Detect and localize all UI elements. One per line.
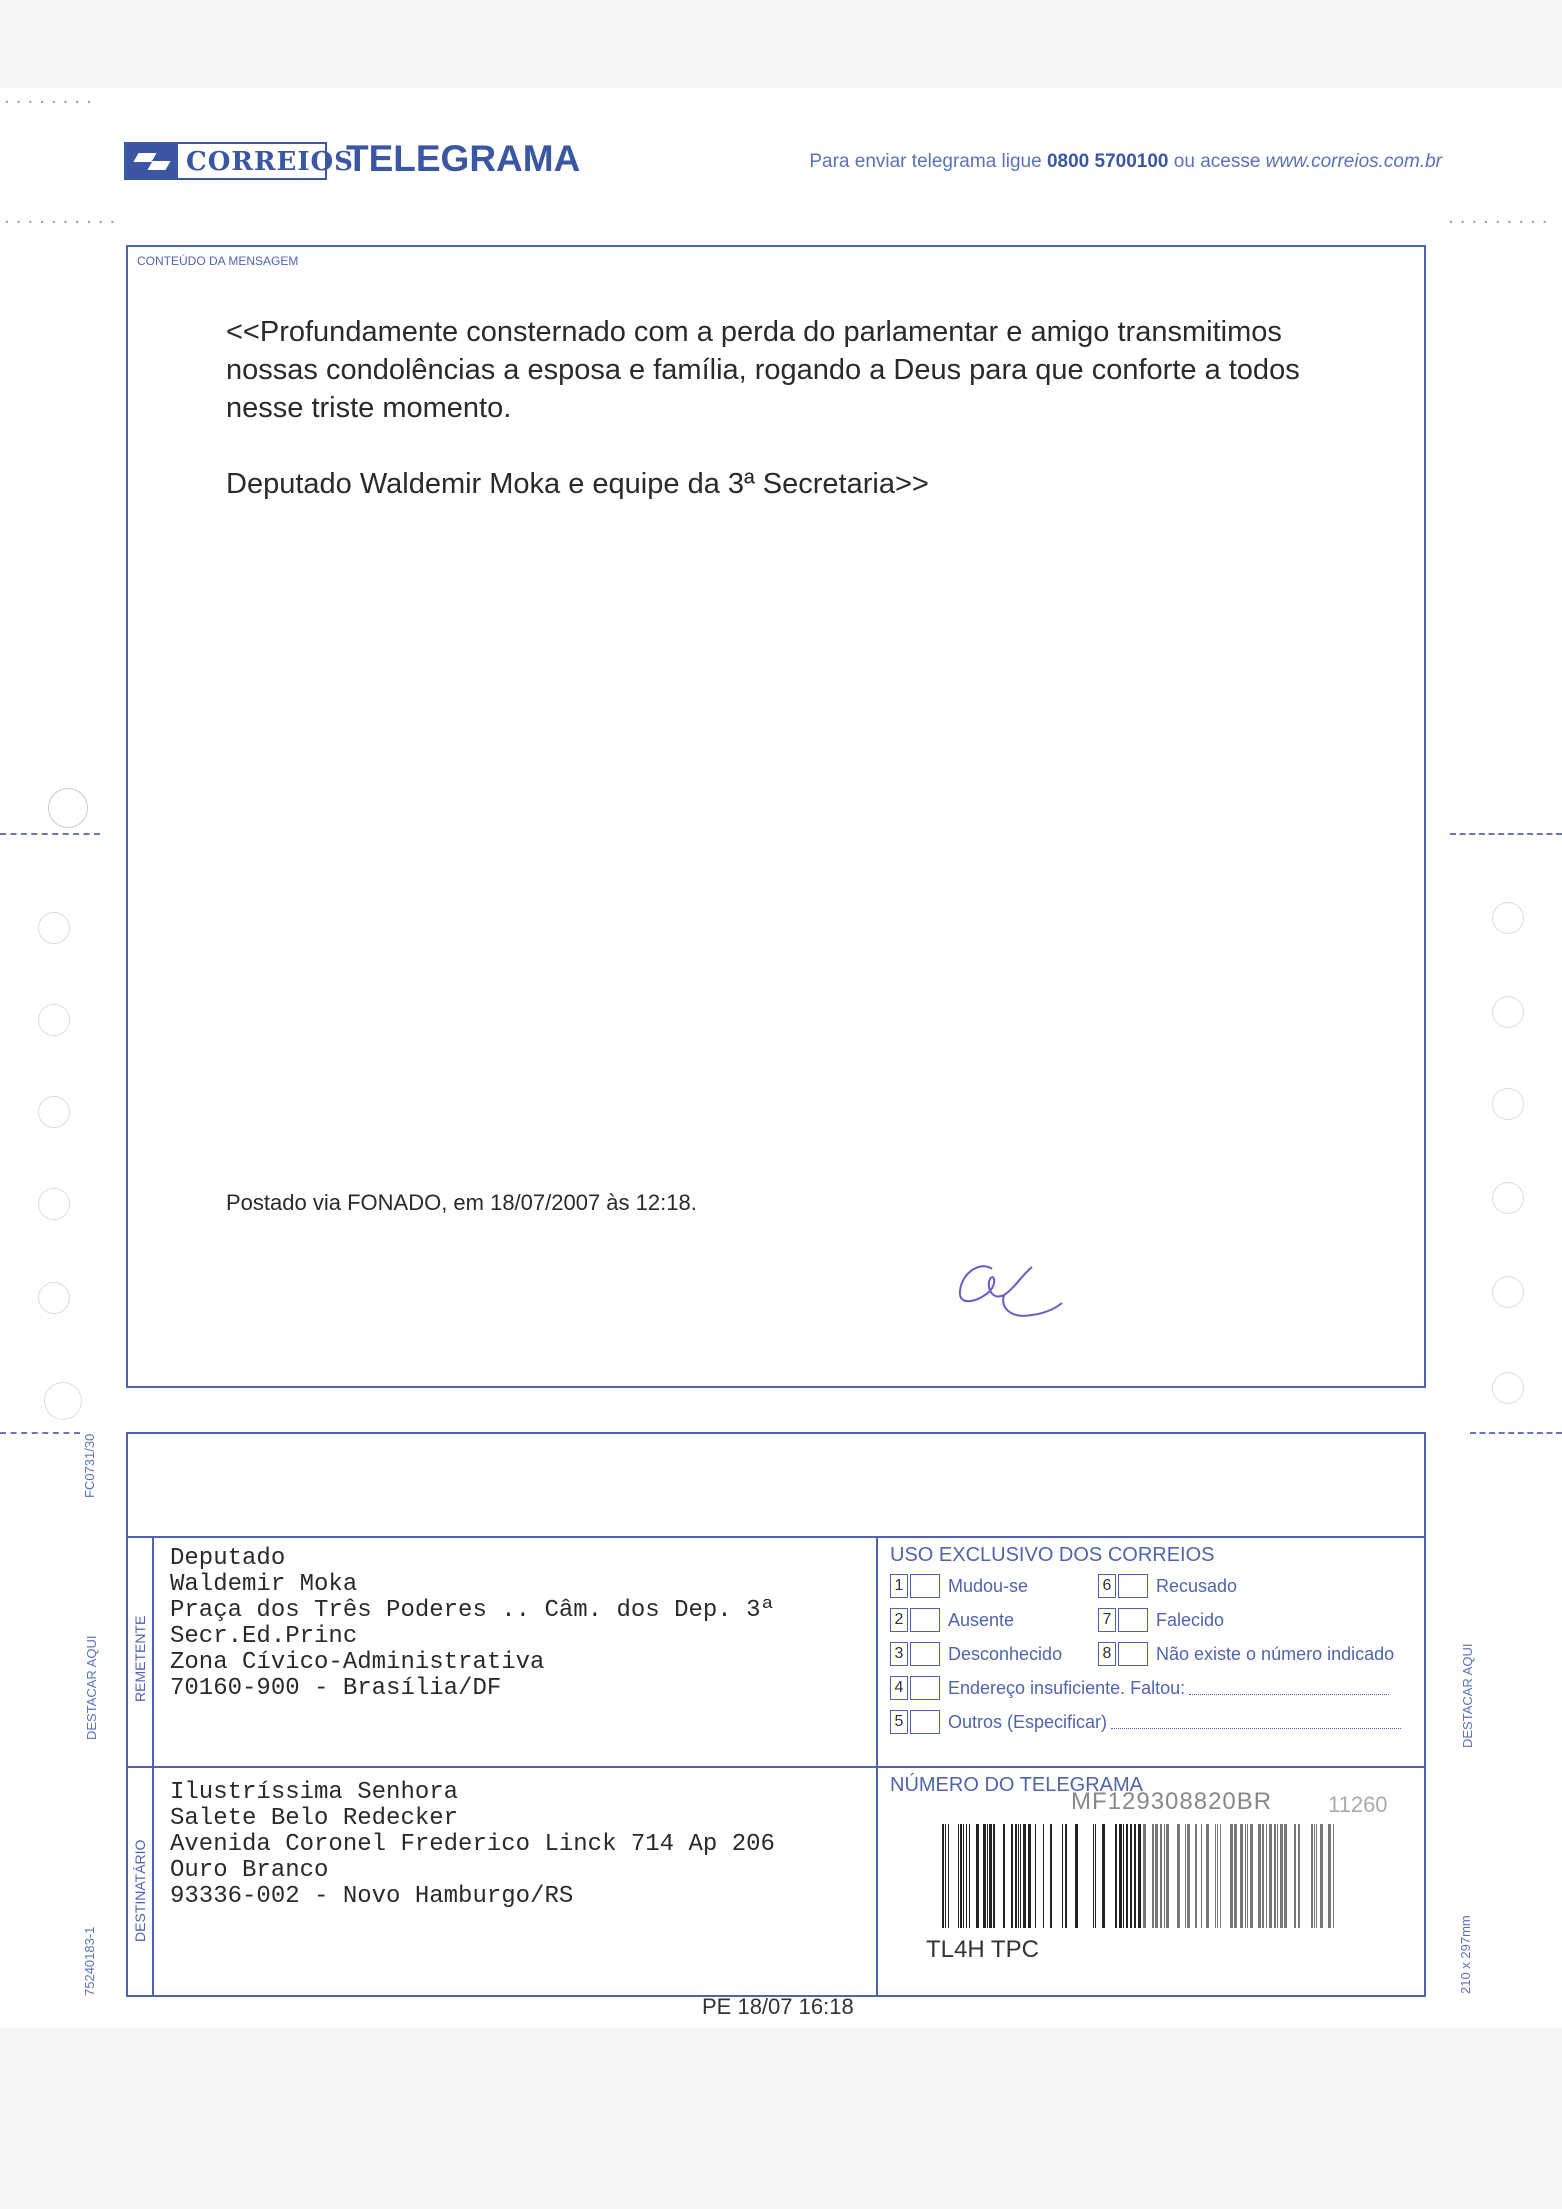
barcode-bar — [963, 1824, 964, 1928]
barcode-bar — [1328, 1824, 1331, 1928]
barcode-bar — [1320, 1824, 1323, 1928]
barcode-bar — [1011, 1824, 1013, 1928]
barcode-bar — [1035, 1824, 1036, 1928]
feed-hole — [1492, 902, 1524, 934]
detach-here-right: DESTACAR AQUI — [1460, 1643, 1475, 1748]
address-box — [126, 1432, 1426, 1997]
barcode-bar — [1143, 1824, 1146, 1928]
perforation-dots: ········· — [1448, 212, 1554, 233]
paper-size: 210 x 297mm — [1458, 1915, 1473, 1994]
barcode-bar — [1075, 1824, 1078, 1928]
feed-hole — [1492, 1276, 1524, 1308]
barcode-bar — [989, 1824, 992, 1928]
barcode-bar — [969, 1824, 970, 1928]
detach-here-left: DESTACAR AQUI — [84, 1635, 99, 1740]
barcode-bar — [1316, 1824, 1317, 1928]
barcode-bar — [1102, 1824, 1105, 1928]
barcode-bar — [1215, 1824, 1216, 1928]
feed-hole — [48, 788, 88, 828]
barcode-bar — [1050, 1824, 1052, 1928]
barcode-bar — [1119, 1824, 1122, 1928]
feed-hole — [38, 1096, 70, 1128]
barcode-bar — [1266, 1824, 1267, 1928]
barcode-bar — [1020, 1824, 1021, 1928]
feed-hole — [1492, 1088, 1524, 1120]
barcode-bar — [966, 1824, 967, 1928]
barcode-bar — [942, 1824, 944, 1928]
tear-line — [0, 1432, 80, 1434]
barcode-bar — [1195, 1824, 1197, 1928]
route-code: TL4H TPC — [926, 1936, 1039, 1963]
logo-text: CORREIOS — [186, 147, 354, 177]
barcode-bar — [1160, 1824, 1162, 1928]
barcode-bar — [1262, 1824, 1264, 1928]
return-option: 6 Recusado — [1098, 1574, 1237, 1598]
feed-hole — [1492, 996, 1524, 1028]
return-option: 7 Falecido — [1098, 1608, 1224, 1632]
telegram-number-title: NÚMERO DO TELEGRAMA — [890, 1774, 1143, 1796]
return-option: 8 Não existe o número indicado — [1098, 1642, 1394, 1666]
contact-phone: 0800 5700100 — [1046, 151, 1169, 172]
feed-hole — [38, 1188, 70, 1220]
barcode-bar — [1015, 1824, 1017, 1928]
barcode-bar — [1065, 1824, 1067, 1928]
return-option: 3 Desconhecido — [890, 1642, 1062, 1666]
barcode-bar — [1155, 1824, 1158, 1928]
return-option: 1 Mudou-se — [890, 1574, 1028, 1598]
barcode-bar — [1028, 1824, 1031, 1928]
form-number: 75240183-1 — [82, 1926, 97, 1996]
return-option: 4 Endereço insuficiente. Faltou: — [890, 1676, 1389, 1700]
option-checkbox — [910, 1608, 940, 1632]
uso-exclusivo-title: USO EXCLUSIVO DOS CORREIOS — [890, 1544, 1215, 1566]
barcode-bar — [960, 1824, 962, 1928]
barcode-bar — [1250, 1824, 1253, 1928]
perforation-dots: ········ — [4, 92, 98, 113]
divider — [876, 1536, 878, 1995]
divider — [152, 1536, 154, 1995]
option-checkbox — [910, 1676, 940, 1700]
return-option: 5 Outros (Especificar) — [890, 1710, 1401, 1734]
postmark-stamp: PE 18/07 16:18 — [702, 1994, 854, 2019]
barcode-bar — [1298, 1824, 1300, 1928]
feed-hole — [38, 912, 70, 944]
option-checkbox — [910, 1710, 940, 1734]
barcode-bar — [1023, 1824, 1026, 1928]
recipient-address: Ilustríssima Senhora Salete Belo Redecker Avenida Coronel Frederico Linck 714 Ap 206 Ouro Branco 93336-002 - Novo Hamburgo/RS — [170, 1779, 775, 1910]
barcode-bar — [1230, 1824, 1233, 1928]
barcode-bar — [987, 1824, 988, 1928]
sender-address: Deputado Waldemir Moka Praça dos Três Poderes .. Câm. dos Dep. 3ª Secr.Ed.Princ Zona Cívico-Administrativa 70160-900 - Brasília/DF — [170, 1545, 775, 1702]
telegram-number-suffix: 11260 — [1328, 1792, 1388, 1817]
barcode-bar — [993, 1824, 995, 1928]
barcode-bar — [1333, 1824, 1334, 1928]
feed-hole — [44, 1382, 82, 1420]
contact-url: www.correios.com.br — [1265, 151, 1442, 172]
perforation-dots: ·········· — [4, 212, 122, 233]
barcode-bar — [1166, 1824, 1169, 1928]
barcode-bar — [1018, 1824, 1019, 1928]
feed-hole — [38, 1004, 70, 1036]
barcode-bar — [1164, 1824, 1165, 1928]
telegram-header — [124, 138, 1442, 184]
barcode-bar — [1294, 1824, 1296, 1928]
barcode-bar — [1280, 1824, 1283, 1928]
barcode-bar — [1130, 1824, 1132, 1928]
barcode-bar — [1277, 1824, 1278, 1928]
option-checkbox — [1118, 1574, 1148, 1598]
barcode-bar — [976, 1824, 979, 1928]
barcode-bar — [1245, 1824, 1246, 1928]
feed-hole — [1492, 1372, 1524, 1404]
tear-line — [0, 833, 100, 835]
barcode-bar — [1284, 1824, 1287, 1928]
correios-logo — [124, 142, 354, 180]
barcode-bar — [1185, 1824, 1186, 1928]
tear-line — [1470, 1432, 1562, 1434]
barcode-bar — [983, 1824, 986, 1928]
barcode-bar — [1201, 1824, 1202, 1928]
document-title: TELEGRAMA — [346, 138, 581, 179]
barcode-bar — [1269, 1824, 1272, 1928]
barcode-bar — [1152, 1824, 1154, 1928]
barcode-bar — [1274, 1824, 1276, 1928]
barcode-bar — [1095, 1824, 1096, 1928]
barcode-bar — [1123, 1824, 1124, 1928]
barcode-bar — [1206, 1824, 1209, 1928]
barcode-bar — [1220, 1824, 1221, 1928]
posted-info: Postado via FONADO, em 18/07/2007 às 12:18. — [226, 1190, 697, 1215]
divider — [128, 1766, 1424, 1768]
message-box — [126, 245, 1426, 1388]
barcode-bar — [1093, 1824, 1094, 1928]
barcode-bar — [1003, 1824, 1005, 1928]
barcode-bar — [1187, 1824, 1190, 1928]
return-option: 2 Ausente — [890, 1608, 1014, 1632]
message-body: <<Profundamente consternado com a perda do parlamentar e amigo transmitimos nossas condolências a esposa e família, rogando a Deus para que conforte a todos nesse triste momento. — [226, 316, 1300, 424]
barcode-bar — [948, 1824, 949, 1928]
barcode-bar — [1115, 1824, 1117, 1928]
barcode-bar — [945, 1824, 946, 1928]
tear-line — [1450, 833, 1562, 835]
barcode-bar — [1247, 1824, 1248, 1928]
feed-hole — [1492, 1182, 1524, 1214]
barcode-bar — [1134, 1824, 1136, 1928]
telegram-number: MF129308820BR — [1071, 1788, 1273, 1815]
barcode-bar — [1217, 1824, 1218, 1928]
message-label: CONTEÚDO DA MENSAGEM — [137, 254, 299, 268]
option-checkbox — [910, 1642, 940, 1666]
handwritten-signature — [952, 1251, 1112, 1331]
barcode-bar — [1062, 1824, 1063, 1928]
barcode — [942, 1824, 1334, 1928]
form-code: FC0731/30 — [82, 1433, 97, 1498]
barcode-bar — [1311, 1824, 1313, 1928]
barcode-bar — [1314, 1824, 1315, 1928]
feed-hole — [38, 1282, 70, 1314]
option-checkbox — [1118, 1642, 1148, 1666]
barcode-bar — [1234, 1824, 1237, 1928]
barcode-bar — [1177, 1824, 1180, 1928]
barcode-bar — [1258, 1824, 1261, 1928]
barcode-bar — [1138, 1824, 1141, 1928]
contact-info: Para enviar telegrama ligue 0800 5700100 ou acesse www.correios.com.br — [809, 151, 1442, 172]
barcode-bar — [1126, 1824, 1128, 1928]
divider — [128, 1536, 1424, 1538]
barcode-bar — [1043, 1824, 1044, 1928]
remetente-label: REMETENTE — [132, 1615, 148, 1702]
barcode-bar — [958, 1824, 959, 1928]
barcode-bar — [1240, 1824, 1243, 1928]
message-signature-line: Deputado Waldemir Moka e equipe da 3ª Secretaria>> — [226, 468, 929, 500]
correios-logo-icon — [126, 144, 178, 178]
option-checkbox — [910, 1574, 940, 1598]
option-checkbox — [1118, 1608, 1148, 1632]
destinatario-label: DESTINATÁRIO — [132, 1839, 148, 1942]
